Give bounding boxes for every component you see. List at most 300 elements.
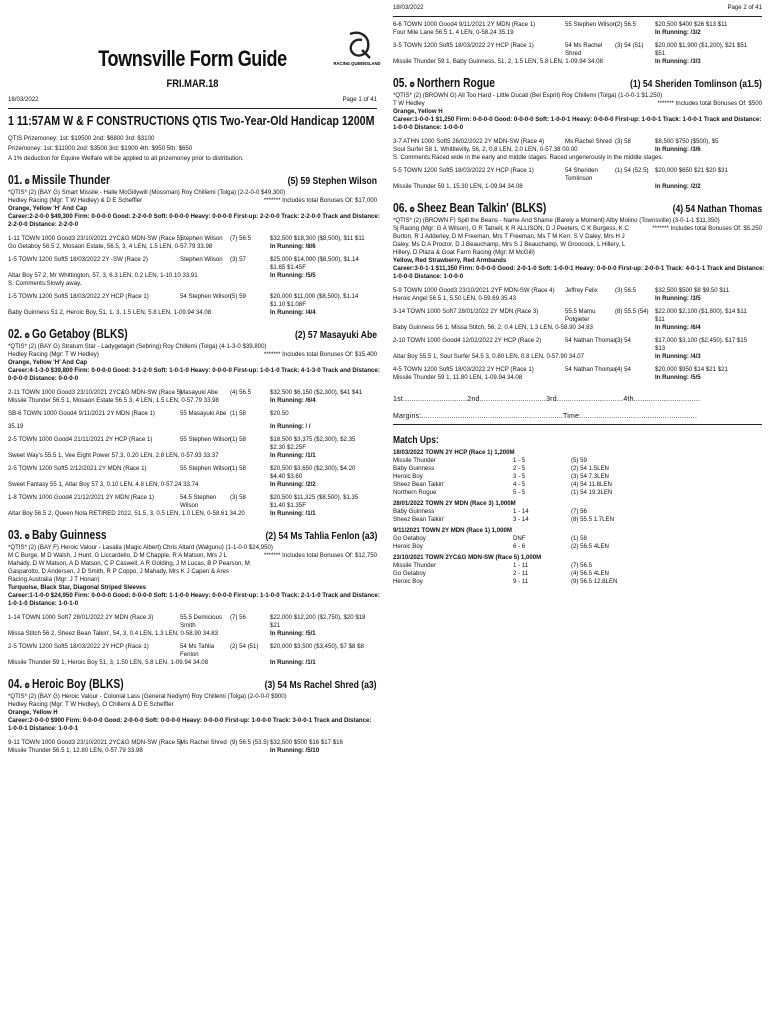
- horse-detail-line: 1-0-0-1 Distance: 1-0-0-1: [8, 725, 79, 732]
- run-jockey: [180, 630, 230, 638]
- matchup-row: [393, 543, 762, 551]
- run-description: [393, 175, 565, 183]
- horse-name: Baby Guinness: [31, 528, 107, 542]
- divider: [8, 108, 377, 109]
- run-prize-odds: $11: [655, 316, 665, 323]
- run-jockey: 54 Ms Rachel: [565, 42, 603, 49]
- run-barrier-weight: [230, 264, 270, 272]
- run-jockey: 54 Ms Tahlia: [180, 643, 215, 650]
- run-row: [393, 337, 762, 345]
- run-barrier-weight: (8) 55.5 (54): [615, 308, 649, 315]
- run-barrier-weight: [230, 651, 270, 659]
- horse-name: Go Getaboy (BLKS): [31, 327, 128, 341]
- run-description: [8, 473, 180, 481]
- run-description: [8, 264, 180, 272]
- run-prize-odds: In Running: /5/5: [270, 272, 316, 279]
- run-description: Heroic Angel 56.5 1, 5.50 LEN, 0-59.69 35.43: [393, 295, 516, 302]
- run-prize-odds: $20,500 $400 $26 $13 $11: [655, 21, 728, 28]
- run-description: 3-5 TOWN 1200 Soft5 18/03/2022 2Y HCP (Race 1): [393, 42, 534, 49]
- run-description: 4-5 TOWN 1200 Soft5 18/03/2022 2Y HCP (Race 1): [393, 366, 534, 373]
- matchup-row: [393, 516, 762, 524]
- horse-detail-line: Turquoise, Black Star, Diagonal Striped Sleeves: [8, 584, 147, 591]
- run-row: [8, 747, 377, 755]
- run-jockey: [565, 146, 615, 154]
- run-prize-odds: In Running: /6/4: [270, 397, 316, 404]
- run-row: [393, 154, 762, 162]
- run-barrier-weight: (2) 54 (51): [230, 643, 259, 650]
- run-jockey: 55.5 Mamu: [565, 308, 596, 315]
- matchup-detail: (7) 56: [571, 508, 587, 515]
- horse-detail-line: Career:2-2-0-0 $49,300 Firm: 0-0-0-0 Good: 2-2-0-0 Soft: 0-0-0-0 Heavy: 0-0-0-0 First-up: 2-2-0-0 Track: 2-2-0-0 Track and Distance:: [8, 213, 380, 220]
- run-barrier-weight: (1) 58: [230, 465, 246, 472]
- run-prize-odds: In Running: /1/1: [270, 510, 316, 517]
- run-jockey: Jeffrey Felix: [565, 287, 598, 294]
- run-description: 1-8 TOWN 1000 Good4 21/12/2021 2Y MDN (Race 1): [8, 494, 154, 501]
- run-barrier-weight: (3) 58: [615, 138, 631, 145]
- horse-detail-line: Gasparotto, D Andersen, J D Smith, R P Coppo, J Mahady, Mrs K J Capen & Ares: [8, 568, 229, 575]
- matchup-place: DNF: [513, 535, 526, 542]
- matchup-horse: Missile Thunder: [393, 457, 436, 464]
- run-jockey: [180, 510, 230, 518]
- race-title: 1 11:57AM W & F CONSTRUCTIONS QTIS Two-Year-Old Handicap 1200M: [8, 113, 375, 128]
- qtis-prizemoney: QTIS Prizemoney: 1st: $19500 2nd: $6800 3rd: $3100: [8, 135, 155, 142]
- run-prize-odds: $20,000 $3,500 ($3,450), $7 $8 $8: [270, 643, 364, 650]
- run-jockey: [180, 309, 230, 317]
- run-description: Altar Boy 56.5 2, Queen Nola RETIRED 2022, 51.5, 3, 0.5 LEN, 1.0 LEN, 0-58.61 34.20: [8, 510, 245, 517]
- run-barrier-weight: [615, 146, 655, 154]
- run-row: [393, 58, 762, 66]
- horse-detail-line: Orange, Yellow H: [393, 108, 443, 115]
- run-jockey: [180, 301, 230, 309]
- run-row: [393, 345, 762, 353]
- run-barrier-weight: (5) 59: [230, 293, 246, 300]
- matchup-row: [393, 508, 762, 516]
- run-row: [8, 264, 377, 272]
- matchup-row: [393, 578, 762, 586]
- run-barrier-weight: [615, 58, 655, 66]
- prizemoney: Prizemoney: 1st: $11000 2nd: $3500 3rd: $1900 4th: $950 5th: $650: [8, 145, 193, 152]
- horse-name-block: [393, 76, 495, 90]
- divider: [393, 424, 762, 425]
- run-row: [8, 614, 377, 622]
- run-description: Sweet Fantasy 55 1, Altar Boy 57 3, 0.10 LEN, 4.8 LEN, 0-57.24 33.74: [8, 481, 199, 488]
- run-description: Baby Guinness 51 2, Heroic Boy, 51, 1, 3, 1.5 LEN, 5.8 LEN, 1-09.94 34.08: [8, 309, 212, 316]
- run-prize-odds: In Running: /3/5: [655, 295, 701, 302]
- horse-jockey: (1) 54 Sheriden Tomlinson (a1.5): [630, 78, 762, 90]
- divider: [393, 16, 762, 17]
- horse-detail-line: Yellow, Red Strawberry, Red Armbands: [393, 257, 507, 264]
- run-jockey: Wilson: [180, 502, 199, 509]
- print-date: 18/03/2022: [393, 4, 424, 11]
- run-row: [393, 183, 762, 191]
- run-jockey: Stephen Wilson: [180, 235, 223, 242]
- run-jockey: [565, 295, 615, 303]
- matchup-row: [393, 457, 762, 465]
- silks-icon: ❂: [409, 207, 415, 214]
- run-prize-odds: $4.40 $3.60: [270, 473, 303, 480]
- run-jockey: Masayuki Abe: [180, 389, 218, 396]
- horse-name-block: [8, 327, 128, 341]
- run-description: Altar Boy 57 2, Mr Whittington, 57, 3, 6.3 LEN, 0.2 LEN, 1-10.10 33.91: [8, 272, 198, 279]
- run-barrier-weight: [615, 175, 655, 183]
- run-jockey: [180, 452, 230, 460]
- run-row: [8, 630, 377, 638]
- page-number: Page 2 of 41: [727, 4, 762, 11]
- matchup-place: 2 - 11: [513, 570, 529, 577]
- run-jockey: [565, 353, 615, 361]
- matchup-detail: (9) 56.5 12.8LEN: [571, 578, 618, 585]
- horse-header: [8, 173, 377, 187]
- horse-detail-line: M C Burge, M D Walsh, J Hunt, G Liccardello, D M Chapple, R A Matson, Mrs J L: [8, 552, 227, 559]
- run-prize-odds: In Running: /4/4: [270, 309, 316, 316]
- run-barrier-weight: [615, 29, 655, 37]
- run-row: [8, 309, 377, 317]
- run-prize-odds: In Running: /2/2: [270, 481, 316, 488]
- silks-icon: ❂: [24, 333, 30, 340]
- matchup-horse: Go Getaboy: [393, 570, 426, 577]
- matchup-detail: (5) 59: [571, 457, 587, 464]
- run-prize-odds: In Running: /1/1: [270, 659, 316, 666]
- horse-jockey: (5) 59 Stephen Wilson: [287, 175, 377, 187]
- run-description: SB-6 TOWN 1000 Good4 9/11/2021 2Y MDN (Race 1): [8, 410, 155, 417]
- run-row: [8, 397, 377, 405]
- run-description: [393, 316, 565, 324]
- run-row: [8, 272, 377, 280]
- run-barrier-weight: (4) 54: [615, 366, 631, 373]
- run-prize-odds: $17,000 $3,100 ($2,450), $17 $15: [655, 337, 748, 344]
- matchup-horse: Missile Thunder: [393, 562, 436, 569]
- matchup-row: [393, 473, 762, 481]
- run-row: [8, 452, 377, 460]
- run-prize-odds: [270, 651, 377, 659]
- run-barrier-weight: [230, 243, 270, 251]
- margins-line: Margins:..................................................................Time:......................................................: [393, 413, 698, 420]
- run-barrier-weight: [615, 50, 655, 58]
- run-row: [8, 622, 377, 630]
- run-jockey: 55.5 Demicious: [180, 614, 222, 621]
- run-jockey: 54 Nathan Thomas: [565, 366, 617, 373]
- run-barrier-weight: (4) 56.5: [230, 389, 252, 396]
- run-prize-odds: $20,500 $11,325 ($8,500), $1.35: [270, 494, 359, 501]
- horse-name: Sheez Bean Talkin' (BLKS): [416, 201, 547, 215]
- run-jockey: 54 Sheriden: [565, 167, 598, 174]
- run-prize-odds: $22,000 $12,200 ($2,750), $20 $18: [270, 614, 366, 621]
- horse-header: [8, 528, 377, 542]
- horse-entry: [8, 173, 380, 317]
- matchup-place: 1 - 14: [513, 508, 529, 515]
- run-jockey: [565, 345, 615, 353]
- horse-header: [393, 76, 762, 90]
- run-row: [8, 301, 377, 309]
- run-description: 1-5 TOWN 1200 Soft5 18/03/2022 2Y HCP (Race 1): [8, 293, 149, 300]
- matchup-heading: 18/03/2022 TOWN 2Y HCP (Race 1) 1,200M: [393, 449, 515, 456]
- horse-jockey: (2) 54 Ms Tahlia Fenlon (a3): [265, 530, 377, 542]
- run-row: [8, 423, 377, 431]
- right-horse-list: [393, 76, 765, 382]
- run-jockey: [565, 29, 615, 37]
- run-row: [393, 295, 762, 303]
- run-row: [393, 287, 762, 295]
- matchup-row: [393, 465, 762, 473]
- run-prize-odds: [270, 280, 377, 288]
- run-prize-odds: $20,000 $11,000 ($8,500), $1.14: [270, 293, 359, 300]
- run-prize-odds: In Running: /5/10: [270, 747, 320, 754]
- run-prize-odds: $1.40 $1.35F: [270, 502, 306, 509]
- horse-number: 05.: [393, 76, 408, 90]
- continued-runs: [393, 21, 762, 66]
- bonus-note: ******* Includes total Bonuses Of: $17,000: [263, 197, 377, 204]
- run-description: 9-11 TOWN 1000 Good3 23/10/2021 2YC&G MDN-SW (Race 5): [8, 739, 183, 746]
- matchup-row: [393, 570, 762, 578]
- horse-header: [8, 677, 377, 691]
- page-number: Page 1 of 41: [342, 96, 377, 103]
- horse-detail-line: Career:1-1-0-0 $24,950 Firm: 0-0-0-0 Good: 0-0-0-0 Soft: 1-1-0-0 Heavy: 0-0-0-0 First-up: 1-1-0-0 Track: 2-1-1-0 Track and Distance:: [8, 592, 380, 599]
- print-date: 18/03/2022: [8, 96, 39, 103]
- run-row: [8, 651, 377, 659]
- run-prize-odds: In Running: /5/1: [270, 630, 316, 637]
- run-description: [8, 444, 180, 452]
- horse-detail-line: Career:2-0-0-0 $900 Firm: 0-0-0-0 Good: 2-0-0-0 Soft: 0-0-0-0 Heavy: 0-0-0-0 First-up: 1-0-0-0 Track: 3-0-0-1 Track and Distance:: [8, 717, 372, 724]
- run-row: [8, 659, 377, 667]
- run-row: [8, 410, 377, 418]
- matchup-heading: 23/10/2021 TOWN 2YC&G MDN-SW (Race 5) 1,000M: [393, 554, 542, 561]
- run-barrier-weight: (9) 56.5 (53.5): [230, 739, 269, 746]
- matchup-horse: Heroic Boy: [393, 578, 423, 585]
- run-row: [393, 374, 762, 382]
- run-description: 2-5 TOWN 1200 Soft5 2/12/2021 2Y MDN (Race 1): [8, 465, 147, 472]
- run-jockey: [565, 183, 615, 191]
- run-prize-odds: $22,000 $2,100 ($1,800), $14 $11: [655, 308, 747, 315]
- run-barrier-weight: (1) 58: [230, 436, 246, 443]
- run-row: [8, 293, 377, 301]
- horse-detail-line: *QTIS* (2) (BROWN G) All Too Hard - Little Ducati (Bel Esprit) Roy Chillemi (Tolga) (1-0-0-1 $1,250): [393, 92, 663, 99]
- run-jockey: [180, 243, 230, 251]
- horse-entry: [393, 201, 765, 382]
- matchup-heading: 28/01/2022 TOWN 2Y MDN (Race 3) 1,000M: [393, 500, 516, 507]
- run-barrier-weight: [230, 630, 270, 638]
- run-prize-odds: $13: [655, 345, 666, 352]
- matchup-row: [393, 481, 762, 489]
- run-barrier-weight: [230, 452, 270, 460]
- run-prize-odds: In Running: / /: [270, 423, 311, 430]
- run-prize-odds: $2.30 $2.25F: [270, 444, 306, 451]
- run-jockey: Fenlon: [180, 651, 199, 658]
- matchup-row: [393, 562, 762, 570]
- run-barrier-weight: [230, 502, 270, 510]
- run-barrier-weight: (3) 57: [230, 256, 246, 263]
- run-row: [393, 42, 762, 50]
- run-jockey: [180, 423, 230, 431]
- run-jockey: [565, 324, 615, 332]
- run-description: S. Comments:Raced wide in the early and middle stages. Raced ungenerously in the middle stages.: [393, 154, 663, 161]
- horse-detail-line: Orange, Yellow 'H' And Cap: [8, 359, 88, 366]
- run-row: [8, 473, 377, 481]
- run-jockey: [180, 473, 230, 481]
- horse-detail-line: *QTIS* (2) (BAY G) Smart Missile - Halle McGillywill (Mossman) Roy Chillemi (Tolga) (2-2-0-0 $49,300): [8, 189, 286, 196]
- horse-entry: [393, 76, 762, 191]
- run-description: [393, 345, 565, 353]
- run-description: 2-10 TOWN 1000 Good4 12/02/2022 2Y HCP (Race 2): [393, 337, 542, 344]
- run-barrier-weight: (3) 54: [615, 337, 631, 344]
- run-row: [8, 494, 377, 502]
- horse-name: Northern Rogue: [416, 76, 496, 90]
- run-barrier-weight: [615, 154, 655, 162]
- run-description: 35.19: [8, 423, 24, 430]
- matchup-place: 5 - 5: [513, 489, 526, 496]
- run-jockey: Ms Rachel Shred: [565, 138, 612, 145]
- horse-detail-line: Hillery, D Plaza & Goat Farm Racing (Mgr: M McGill): [393, 249, 535, 256]
- run-prize-odds: $21: [270, 622, 281, 629]
- run-description: 2-5 TOWN 1000 Good4 21/11/2021 2Y HCP (Race 1): [8, 436, 153, 443]
- run-row: [393, 21, 762, 29]
- matchup-detail: (4) 54 11.8LEN: [571, 481, 612, 488]
- run-prize-odds: $32,500 $18,300 ($8,500), $11 $11: [270, 235, 365, 242]
- horse-detail-line: *QTIS* (2) (BAY G) Stratum Star - Ladygetagirl (Sebring) Roy Chillemi (Tolga) (4-1-3-0 $39,800): [8, 343, 267, 350]
- horse-detail-line: Sj Racing (Mgr: G A Wilson), G R Tatnell, K R ALLISON, D J Peeters, C K Burgess, K C: [393, 225, 629, 232]
- run-row: [8, 280, 377, 288]
- run-description: Missile Thunder 59 1, 11.80 LEN, 1-09.94 34.08: [393, 374, 523, 381]
- matchup-horse: Northern Rogue: [393, 489, 437, 496]
- run-row: [8, 510, 377, 518]
- run-description: 1-11 TOWN 1000 Good3 23/10/2021 2YC&G MDN-SW (Race 5): [8, 235, 183, 242]
- silks-icon: ❂: [409, 82, 415, 89]
- matchups-title: Match Ups:: [393, 435, 439, 446]
- matchup-detail: (2) 56.5 4LEN: [571, 543, 609, 550]
- run-jockey: [180, 481, 230, 489]
- run-row: [8, 481, 377, 489]
- run-description: 6-6 TOWN 1000 Good4 9/11/2021 2Y MDN (Race 1): [393, 21, 536, 28]
- run-description: [8, 502, 180, 510]
- run-jockey: 54.5 Stephen: [180, 494, 217, 501]
- matchup-horse: Heroic Boy: [393, 473, 423, 480]
- run-prize-odds: $20,000 $950 $14 $21 $21: [655, 366, 728, 373]
- matchup-place: 3 - 14: [513, 516, 529, 523]
- horse-number: 01.: [8, 173, 23, 187]
- horse-detail-line: Hedley Racing (Mgr: T W Hedley), O Chillemi & D E Scheffler: [8, 701, 174, 708]
- run-prize-odds: $20,000 $1,900 ($1,200), $21 $51: [655, 42, 748, 49]
- matchup-place: 9 - 11: [513, 578, 529, 585]
- horse-detail-line: Hedley Racing (Mgr: T W Hedley) & D E Scheffler: [8, 197, 143, 204]
- run-description: Baby Guinness 56 1, Missa Stitch, 56, 2, 0.4 LEN, 1.3 LEN, 0-58.90 34.83: [393, 324, 593, 331]
- run-prize-odds: $8,500 $750 ($500), $5: [655, 138, 719, 145]
- horse-jockey: (4) 54 Nathan Thomas: [672, 203, 762, 215]
- matchup-detail: (1) 58: [571, 535, 587, 542]
- horse-detail-line: *QTIS* (2) (BROWN F) Spill the Beans - Name And Shame (Barely a Moment) Alby Molino (Townsville) (3-0-1-1 $11,350): [393, 217, 720, 224]
- matchup-detail: (3) 54 7.3LEN: [571, 473, 609, 480]
- matchup-horse: Heroic Boy: [393, 543, 423, 550]
- matchup-detail: (7) 56.5: [571, 562, 593, 569]
- matchup-horse: Go Getaboy: [393, 535, 426, 542]
- run-row: [8, 436, 377, 444]
- silks-icon: ❂: [24, 683, 30, 690]
- horse-name-block: [8, 173, 110, 187]
- run-jockey: 54 Stephen Wilson: [180, 293, 232, 300]
- horse-detail-line: Orange, Yellow 'H' And Cap: [8, 205, 88, 212]
- run-barrier-weight: (3) 56.5: [615, 287, 637, 294]
- silks-icon: ❂: [24, 534, 30, 541]
- run-row: [8, 235, 377, 243]
- run-row: [8, 256, 377, 264]
- run-description: Soul Surfer 58 1, Whittlevilly, 56, 2, 0.8 LEN, 2.0 LEN, 0-57.38 00.00: [393, 146, 578, 153]
- run-prize-odds: $20,500 $3,650 ($2,300), $4.20: [270, 465, 356, 472]
- run-jockey: [180, 264, 230, 272]
- run-barrier-weight: [230, 309, 270, 317]
- run-row: [393, 316, 762, 324]
- run-barrier-weight: (7) 56.5: [230, 235, 252, 242]
- horse-detail-line: 1-0-0-0 Distance: 1-0-0-0: [393, 273, 464, 280]
- matchup-horse: Baby Guinness: [393, 508, 435, 515]
- run-row: [393, 324, 762, 332]
- run-description: [8, 301, 180, 309]
- run-description: Missile Thunder 56.5 1, Mosaon Estate 56.5 3, 4 LEN, 1.5 LEN, 0-57.79 33.98: [8, 397, 219, 404]
- run-row: [393, 138, 762, 146]
- run-prize-odds: In Running: /6/4: [655, 324, 701, 331]
- horse-detail-line: 0-0-0-0 Distance: 0-0-0-0: [8, 375, 79, 382]
- left-horse-list: [8, 173, 380, 755]
- run-row: [393, 366, 762, 374]
- run-prize-odds: $1.10 $1.08F: [270, 301, 306, 308]
- run-row: [393, 167, 762, 175]
- run-description: Altar Boy 55.5 1, Soul Surfer 54.5 3, 0.80 LEN, 0.8 LEN, 0-57.90 34.07: [393, 353, 585, 360]
- run-row: [393, 146, 762, 154]
- run-description: [393, 50, 565, 58]
- run-barrier-weight: [615, 374, 655, 382]
- run-prize-odds: [655, 154, 762, 162]
- run-prize-odds: In Running: /3/6: [655, 146, 701, 153]
- run-barrier-weight: [615, 316, 655, 324]
- matchup-place: 2 - 5: [513, 465, 526, 472]
- run-barrier-weight: [230, 747, 270, 755]
- run-jockey: Smith: [180, 622, 196, 629]
- run-row: [8, 739, 377, 747]
- run-barrier-weight: [615, 324, 655, 332]
- run-row: [8, 444, 377, 452]
- silks-icon: ❂: [24, 179, 30, 186]
- run-barrier-weight: (7) 56: [230, 614, 246, 621]
- run-prize-odds: [655, 175, 762, 183]
- horse-number: 06.: [393, 201, 408, 215]
- run-barrier-weight: [230, 510, 270, 518]
- run-description: 2-5 TOWN 1200 Soft5 18/03/2022 2Y HCP (Race 1): [8, 643, 149, 650]
- run-jockey: Shred: [565, 50, 582, 57]
- run-barrier-weight: (2) 56.5: [615, 21, 637, 28]
- run-jockey: 55 Stephen Wilson: [180, 436, 232, 443]
- horse-detail-line: Daley, Ms D A Proctor, D J Beauchamp, Mrs S J Beauchamp, W Groocock, L Hillery, L: [393, 241, 626, 248]
- run-barrier-weight: [230, 473, 270, 481]
- run-jockey: 55 Stephen Wilson: [180, 465, 232, 472]
- matchup-horse: Baby Guinness: [393, 465, 435, 472]
- run-description: Four Mile Lane 56.5 1, 4 LEN, 0-58.24 35.19: [393, 29, 514, 36]
- horse-jockey: (3) 54 Ms Rachel Shred (a3): [265, 679, 377, 691]
- run-jockey: 54 Nathan Thomas: [565, 337, 617, 344]
- run-prize-odds: $32,500 $500 $16 $17 $16: [270, 739, 343, 746]
- run-jockey: 55 Stephen Wilson: [565, 21, 617, 28]
- run-barrier-weight: (1) 58: [230, 410, 246, 417]
- run-prize-odds: $51: [655, 50, 666, 57]
- bonus-note: ******* Includes total Bonuses Of: $500: [657, 100, 762, 107]
- matchup-place: 6 - 6: [513, 543, 526, 550]
- horse-name-block: [8, 677, 124, 691]
- run-prize-odds: In Running: /4/3: [655, 353, 701, 360]
- bonus-note: ******* Includes total Bonuses Of: $15,400: [263, 351, 377, 358]
- run-jockey: Stephen Wilson: [180, 256, 223, 263]
- run-prize-odds: $20,000 $650 $21 $20 $31: [655, 167, 728, 174]
- matchup-horse: Sheez Bean Talkin': [393, 481, 445, 488]
- matchup-row: [393, 489, 762, 497]
- run-jockey: Tomlinson: [565, 175, 593, 182]
- horse-detail-line: T W Hedley: [393, 100, 425, 107]
- run-row: [393, 175, 762, 183]
